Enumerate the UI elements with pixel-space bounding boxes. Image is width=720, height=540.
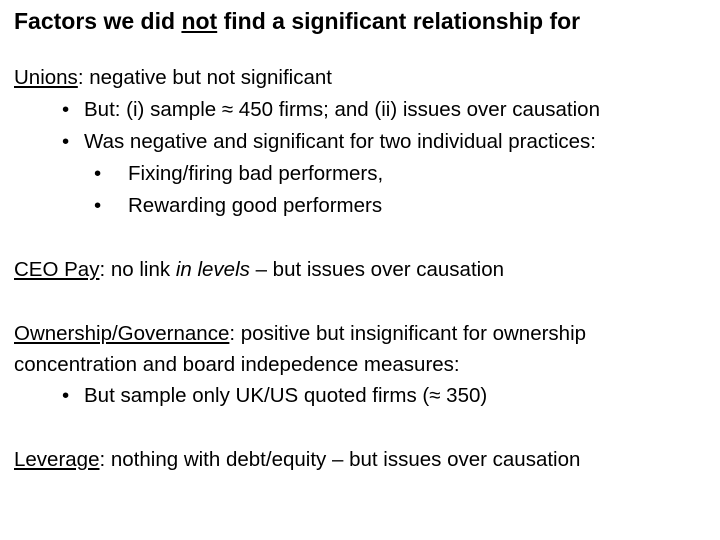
- bullet-icon: •: [94, 194, 102, 217]
- bullet-text: But sample only UK/US quoted firms (≈ 350): [84, 384, 488, 407]
- bullet-text: But: (i) sample ≈ 450 firms; and (ii) issues over causation: [84, 98, 600, 121]
- ceo-text-a: : no link: [99, 258, 176, 281]
- subbullet-text: Rewarding good performers: [128, 194, 383, 217]
- unions-subbullet-2: [94, 194, 382, 218]
- ceo-text-b: – but issues over causation: [249, 258, 504, 281]
- unions-heading: [14, 66, 332, 90]
- subbullet-text: Fixing/firing bad performers,: [128, 162, 384, 185]
- ownership-term: Ownership/Governance: [14, 322, 230, 345]
- ceo-pay-line: [14, 258, 504, 282]
- ceo-term: CEO Pay: [14, 258, 100, 281]
- title-part-2: find a significant relationship for: [217, 8, 581, 34]
- slide-title: [14, 8, 580, 35]
- title-part-1: Factors we did: [14, 8, 182, 34]
- ceo-text-italic: in levels: [175, 258, 250, 281]
- title-emphasis: not: [181, 8, 218, 34]
- ownership-bullet: [62, 384, 487, 408]
- unions-text: : negative but not significant: [77, 66, 332, 89]
- bullet-icon: •: [62, 130, 70, 153]
- bullet-icon: •: [94, 162, 102, 185]
- leverage-line: [14, 448, 580, 472]
- unions-bullet-1: [62, 98, 600, 122]
- unions-subbullet-1: [94, 162, 383, 186]
- leverage-text: : nothing with debt/equity – but issues over causation: [99, 448, 581, 471]
- bullet-icon: •: [62, 98, 70, 121]
- unions-term: Unions: [14, 66, 78, 89]
- bullet-icon: •: [62, 384, 70, 407]
- bullet-text: Was negative and significant for two individual practices:: [84, 130, 596, 153]
- ownership-text-a: : positive but insignificant for ownership: [229, 322, 587, 345]
- unions-bullet-2: [62, 130, 596, 154]
- leverage-term: Leverage: [14, 448, 100, 471]
- ownership-line-2: concentration and board indepedence measures:: [14, 353, 460, 376]
- ownership-line-1: [14, 322, 586, 346]
